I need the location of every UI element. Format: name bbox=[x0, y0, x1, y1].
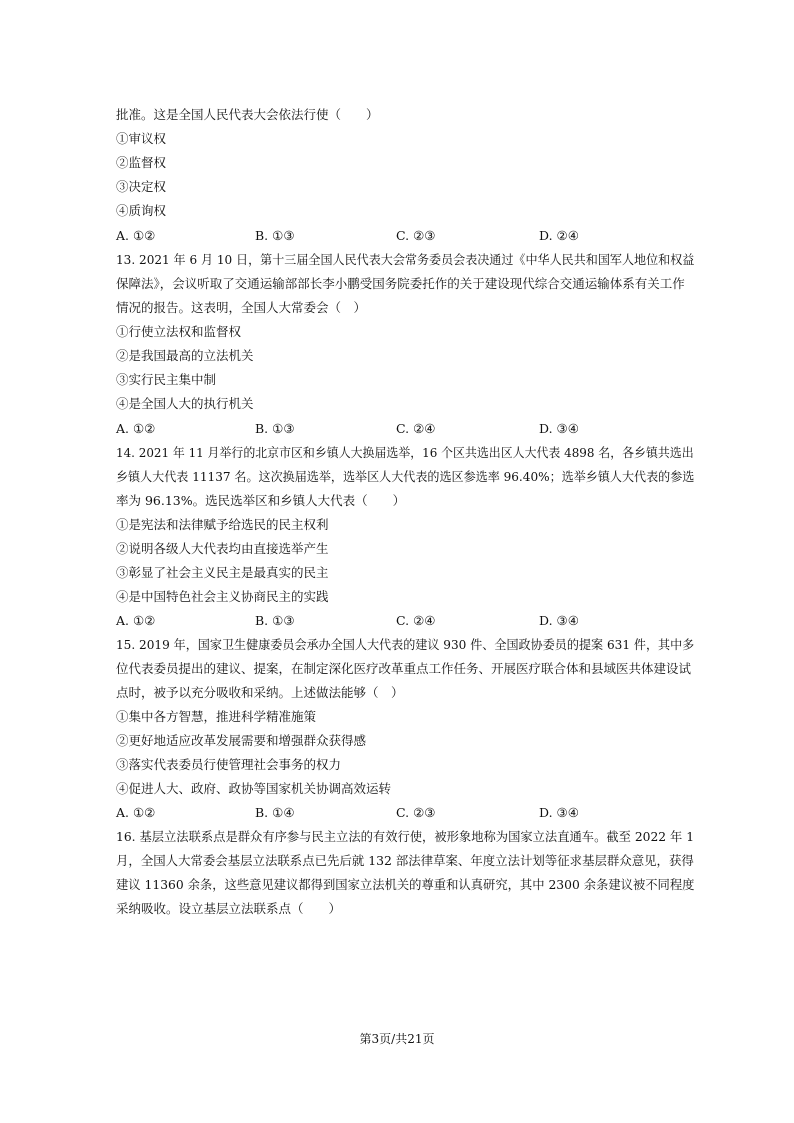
q16-stem-line-4: 采纳吸收。设立基层立法联系点（ ） bbox=[116, 901, 342, 916]
q14-option-b: B. ①③ bbox=[255, 613, 295, 628]
q15-option-c: C. ②③ bbox=[396, 805, 436, 820]
q13-item-4: ④是全国人大的执行机关 bbox=[116, 396, 254, 411]
q14-options bbox=[116, 614, 696, 628]
q14-option-d: D. ③④ bbox=[539, 613, 579, 628]
q16-stem-line-2: 月，全国人大常委会基层立法联系点已先后就 132 部法律草案、年度立法计划等征求基层群众意见，获得 bbox=[116, 853, 694, 868]
q14-option-a: A. ①② bbox=[116, 613, 156, 628]
q14-stem-line-2: 乡镇人大代表 11137 名。这次换届选举，选举区人大代表的选区参选率 96.40%；选举乡镇人大代表的参选 bbox=[116, 469, 695, 484]
q15-option-b: B. ①④ bbox=[255, 805, 295, 820]
page-number-footer: 第3页/共21页 bbox=[359, 1032, 435, 1046]
q15-options bbox=[116, 806, 696, 820]
q12-option-d: D. ②④ bbox=[539, 228, 579, 243]
q15-stem-line-3: 点时，被予以充分吸收和采纳。上述做法能够（ ） bbox=[116, 685, 404, 700]
q13-options bbox=[116, 422, 696, 436]
q15-item-1: ①集中各方智慧，推进科学精准施策 bbox=[116, 709, 317, 724]
q14-item-1: ①是宪法和法律赋予给选民的民主权利 bbox=[116, 517, 329, 532]
q12-option-b: B. ①③ bbox=[255, 228, 295, 243]
q12-stem-tail: 批准。这是全国人民代表大会依法行使（ ） bbox=[116, 107, 379, 122]
q13-option-b: B. ①③ bbox=[255, 421, 295, 436]
q15-option-d: D. ③④ bbox=[539, 805, 579, 820]
q14-item-3: ③彰显了社会主义民主是最真实的民主 bbox=[116, 565, 329, 580]
q14-item-2: ②说明各级人大代表均由直接选举产生 bbox=[116, 541, 329, 556]
q16-stem-line-1: 16. 基层立法联系点是群众有序参与民主立法的有效行使，被形象地称为国家立法直通车。截至 2022 年 1 bbox=[116, 829, 695, 844]
q12-item-4: ④质询权 bbox=[116, 203, 167, 218]
q13-stem-line-3: 情况的报告。这表明，全国人大常委会（ ） bbox=[116, 300, 367, 315]
q13-stem-line-1: 13. 2021 年 6 月 10 日，第十三届全国人民代表大会常务委员会表决通过《中华人民共和国军人地位和权益 bbox=[116, 252, 695, 267]
q15-item-3: ③落实代表委员行使管理社会事务的权力 bbox=[116, 757, 342, 772]
q13-item-3: ③实行民主集中制 bbox=[116, 372, 217, 387]
q14-option-c: C. ②④ bbox=[396, 613, 436, 628]
q15-stem-line-1: 15. 2019 年，国家卫生健康委员会承办全国人大代表的建议 930 件、全国政协委员的提案 631 件，其中多 bbox=[116, 637, 695, 652]
q12-item-3: ③决定权 bbox=[116, 179, 167, 194]
q12-option-c: C. ②③ bbox=[396, 228, 436, 243]
q16-stem-line-3: 建议 11360 余条，这些意见建议都得到国家立法机关的尊重和认真研究，其中 2300 余条建议被不同程度 bbox=[116, 877, 695, 892]
q12-options bbox=[116, 229, 696, 243]
q15-option-a: A. ①② bbox=[116, 805, 156, 820]
q12-item-1: ①审议权 bbox=[116, 131, 167, 146]
q13-stem-line-2: 保障法》，会议听取了交通运输部部长李小鹏受国务院委托作的关于建设现代综合交通运输体系有关工作 bbox=[116, 276, 685, 291]
q13-item-1: ①行使立法权和监督权 bbox=[116, 324, 242, 339]
q15-item-4: ④促进人大、政府、政协等国家机关协调高效运转 bbox=[116, 781, 392, 796]
q14-item-4: ④是中国特色社会主义协商民主的实践 bbox=[116, 589, 329, 604]
q13-item-2: ②是我国最高的立法机关 bbox=[116, 348, 254, 363]
q15-stem-line-2: 位代表委员提出的建议、提案，在制定深化医疗改革重点工作任务、开展医疗联合体和县域医共体建设试 bbox=[116, 661, 692, 676]
q13-option-c: C. ②④ bbox=[396, 421, 436, 436]
q14-stem-line-3: 率为 96.13%。选民选举区和乡镇人大代表（ ） bbox=[116, 493, 406, 508]
q12-option-a: A. ①② bbox=[116, 228, 156, 243]
q13-option-d: D. ③④ bbox=[539, 421, 579, 436]
q14-stem-line-1: 14. 2021 年 11 月举行的北京市区和乡镇人大换届选举，16 个区共选出区人大代表 4898 名，各乡镇共选出 bbox=[116, 445, 694, 460]
q15-item-2: ②更好地适应改革发展需要和增强群众获得感 bbox=[116, 733, 367, 748]
q12-item-2: ②监督权 bbox=[116, 155, 167, 170]
q13-option-a: A. ①② bbox=[116, 421, 156, 436]
